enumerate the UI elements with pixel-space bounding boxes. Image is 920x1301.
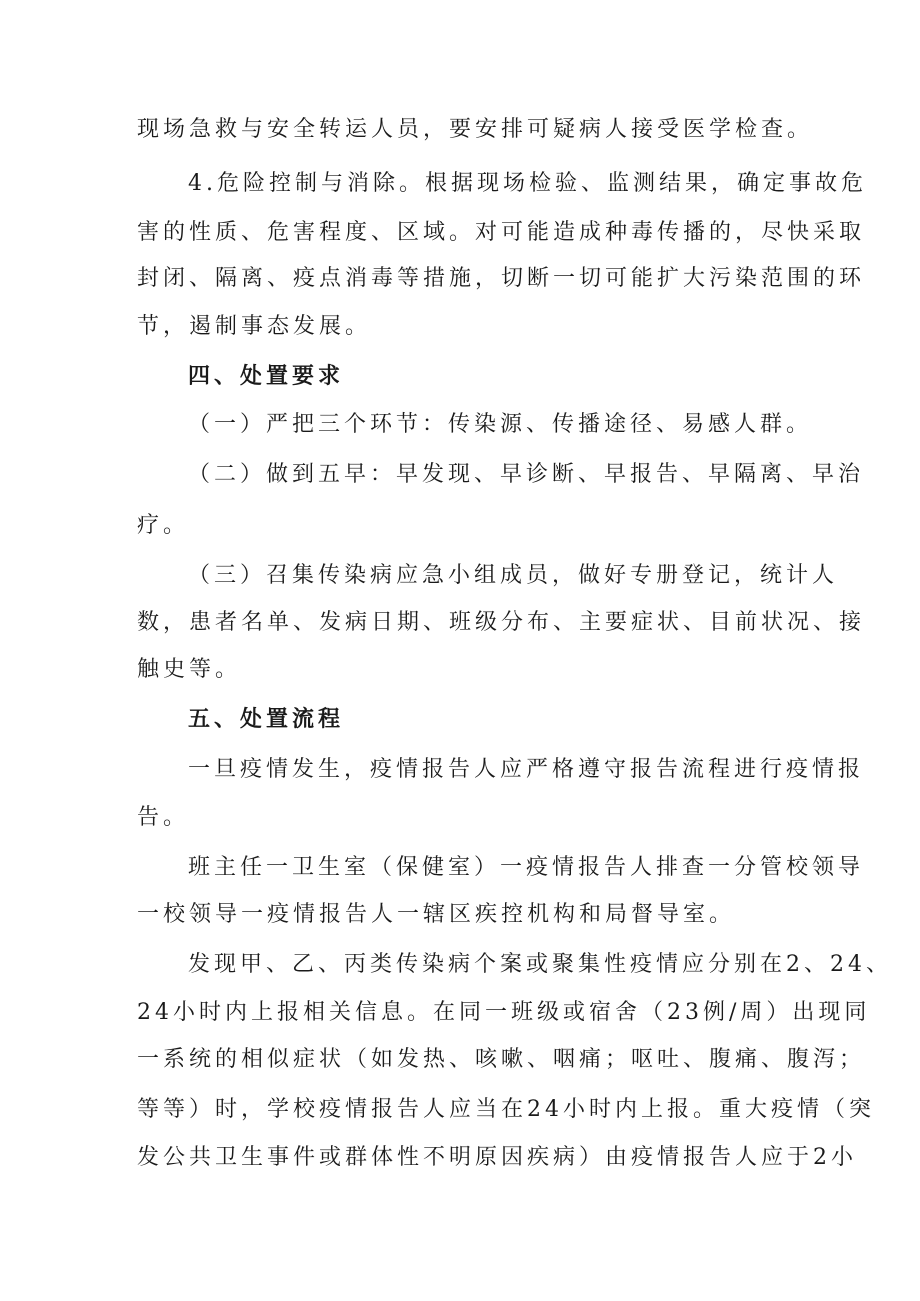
paragraph-line: （一）严把三个环节：传染源、传播途径、易感人群。 xyxy=(188,412,813,437)
paragraph-line: 一旦疫情发生，疫情报告人应严格遵守报告流程进行疫情报 xyxy=(188,757,865,782)
paragraph-line: 等等）时，学校疫情报告人应当在24小时内上报。重大疫情（突 xyxy=(137,1097,875,1122)
paragraph-line: 触史等。 xyxy=(137,657,242,682)
paragraph-line: 班主任一卫生室（保健室）一疫情报告人排查一分管校领导 xyxy=(188,855,865,880)
paragraph-line: 发公共卫生事件或群体性不明原因疾病）由疫情报告人应于2小 xyxy=(137,1145,857,1170)
paragraph-line: 24小时内上报相关信息。在同一班级或宿舍（23例/周）出现同 xyxy=(137,1000,871,1025)
section-heading: 五、处置流程 xyxy=(188,707,345,732)
paragraph-line: 数，患者名单、发病日期、班级分布、主要症状、目前状况、接 xyxy=(137,610,866,635)
paragraph-line: （二）做到五早：早发现、早诊断、早报告、早隔离、早治 xyxy=(188,462,865,487)
paragraph-line: 一校领导一疫情报告人一辖区疾控机构和局督导室。 xyxy=(137,902,736,927)
paragraph-line: 一系统的相似症状（如发热、咳嗽、咽痛；呕吐、腹痛、腹泻； xyxy=(137,1047,866,1072)
paragraph-line: 4.危险控制与消除。根据现场检验、监测结果，确定事故危 xyxy=(188,171,867,196)
paragraph-line: （三）召集传染病应急小组成员，做好专册登记，统计人 xyxy=(188,563,839,588)
paragraph-line: 现场急救与安全转运人员，要安排可疑病人接受医学检查。 xyxy=(137,117,814,142)
paragraph-line: 封闭、隔离、疫点消毒等措施，切断一切可能扩大污染范围的环 xyxy=(137,266,866,291)
paragraph-line: 害的性质、危害程度、区域。对可能造成种毒传播的，尽快采取 xyxy=(137,220,866,245)
section-heading: 四、处置要求 xyxy=(188,364,345,389)
paragraph-line: 告。 xyxy=(137,805,190,830)
paragraph-line: 发现甲、乙、丙类传染病个案或聚集性疫情应分别在2、24、 xyxy=(188,952,892,977)
paragraph-line: 节，遏制事态发展。 xyxy=(137,314,372,339)
paragraph-line: 疗。 xyxy=(137,513,190,538)
